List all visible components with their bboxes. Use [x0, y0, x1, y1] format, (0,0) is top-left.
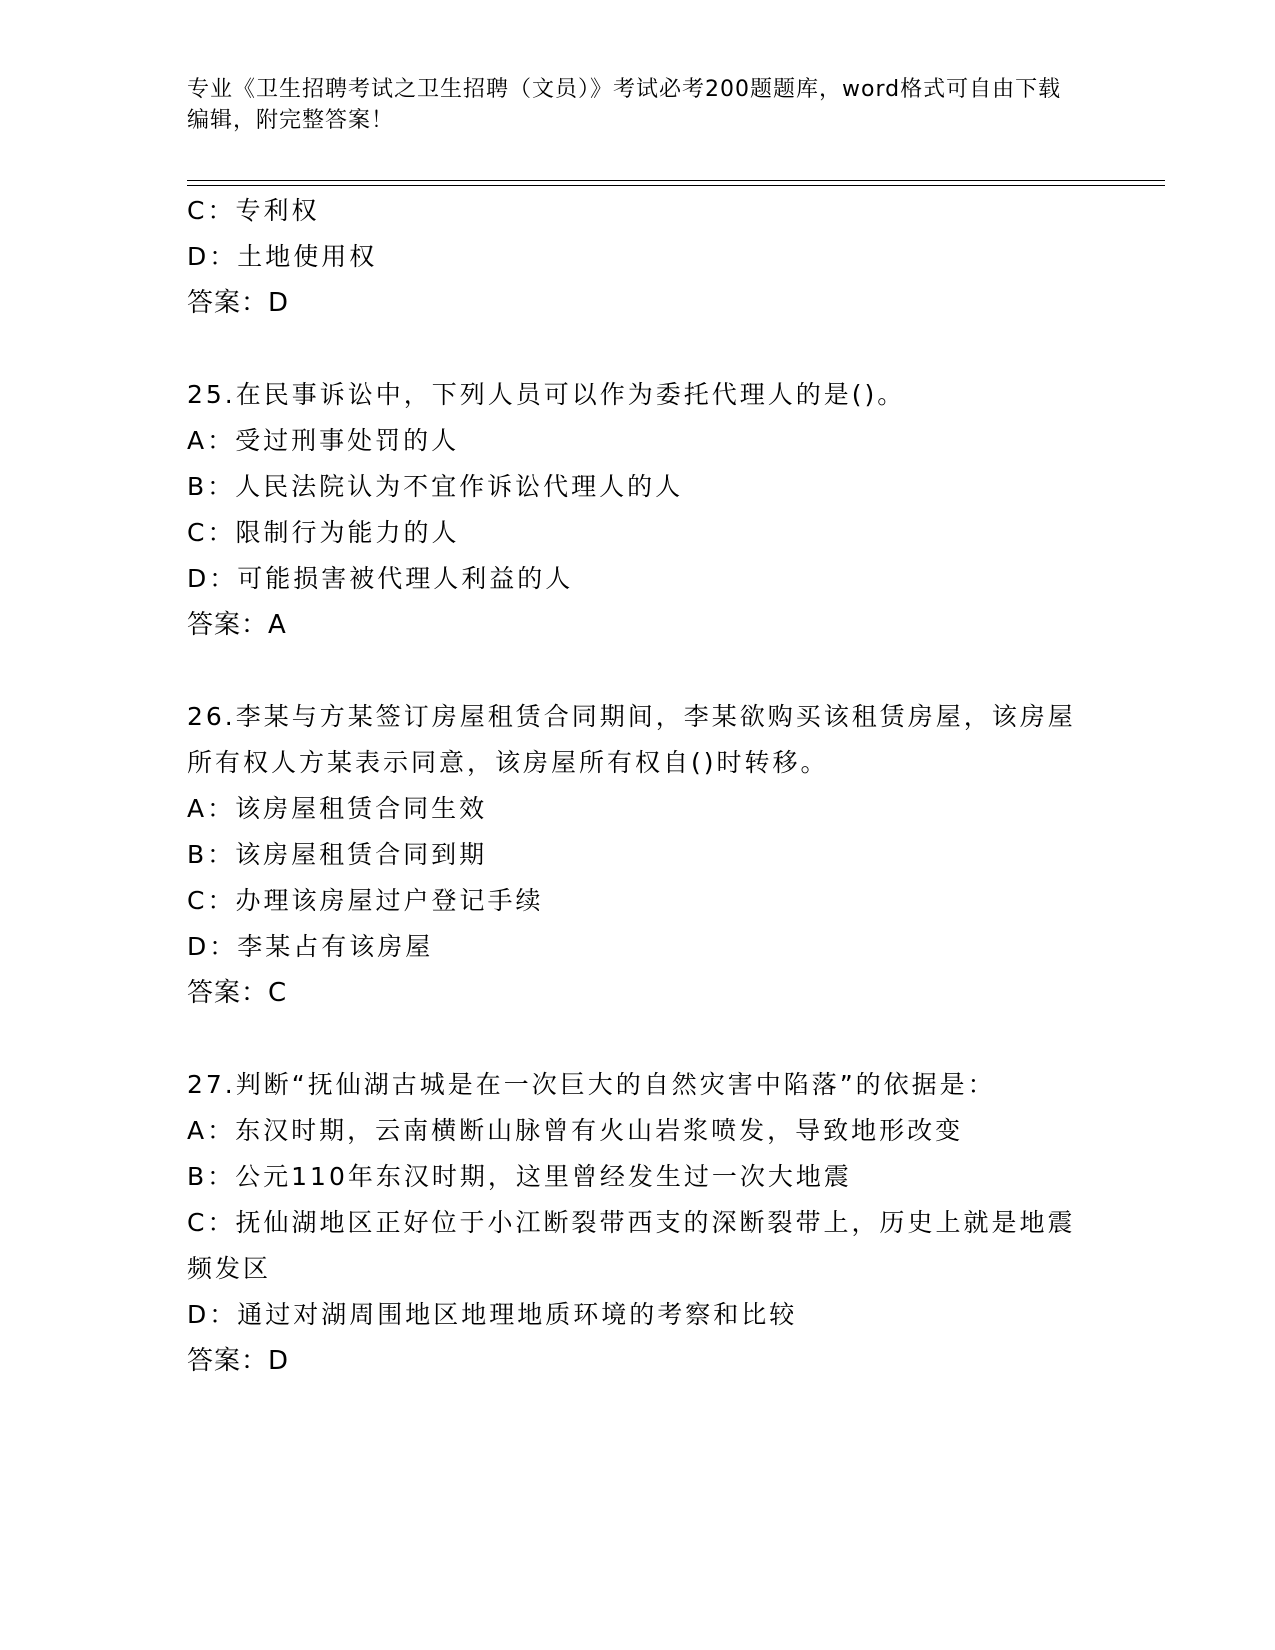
question-26: [187, 694, 1087, 1016]
option-a: A：该房屋租赁合同生效: [187, 794, 488, 823]
question-27: [187, 1062, 1087, 1384]
option-d: D：通过对湖周围地区地理地质环境的考察和比较: [187, 1300, 798, 1329]
question-text: 27.判断“抚仙湖古城是在一次巨大的自然灾害中陷落”的依据是：: [187, 1070, 996, 1099]
question-text: 25.在民事诉讼中，下列人员可以作为委托代理人的是()。: [187, 380, 906, 409]
question-25: [187, 372, 1087, 648]
header-rule-bottom: [187, 185, 1165, 186]
answer-line: 答案：C: [187, 978, 288, 1008]
option-a: A：受过刑事处罚的人: [187, 426, 460, 455]
option-b: B：公元110年东汉时期，这里曾经发生过一次大地震: [187, 1162, 852, 1191]
option-a: A：东汉时期，云南横断山脉曾有火山岩浆喷发，导致地形改变: [187, 1116, 964, 1145]
answer-line: 答案：A: [187, 610, 287, 640]
option-b: B：该房屋租赁合同到期: [187, 840, 488, 869]
document-header: 专业《卫生招聘考试之卫生招聘（文员）》考试必考200题题库，word格式可自由下载编辑，附完整答案！: [187, 77, 1062, 133]
answer-line: 答案：D: [187, 288, 290, 318]
option-d: D：李某占有该房屋: [187, 932, 434, 961]
option-c: C：抚仙湖地区正好位于小江断裂带西支的深断裂带上，历史上就是地震频发区: [187, 1208, 1076, 1283]
option-b: B：人民法院认为不宜作诉讼代理人的人: [187, 472, 684, 501]
question-text: 26.李某与方某签订房屋租赁合同期间，李某欲购买该租赁房屋，该房屋所有权人方某表示同意，该房屋所有权自()时转移。: [187, 702, 1076, 777]
answer-line: 答案：D: [187, 1346, 290, 1376]
option-c: C：专利权: [187, 196, 320, 225]
header-rule-top: [187, 180, 1165, 181]
question-content: [187, 188, 1087, 1384]
option-c: C：办理该房屋过户登记手续: [187, 886, 544, 915]
option-d: D：可能损害被代理人利益的人: [187, 564, 574, 593]
option-d: D：土地使用权: [187, 242, 378, 271]
option-c: C：限制行为能力的人: [187, 518, 460, 547]
previous-question-tail: [187, 188, 1087, 326]
